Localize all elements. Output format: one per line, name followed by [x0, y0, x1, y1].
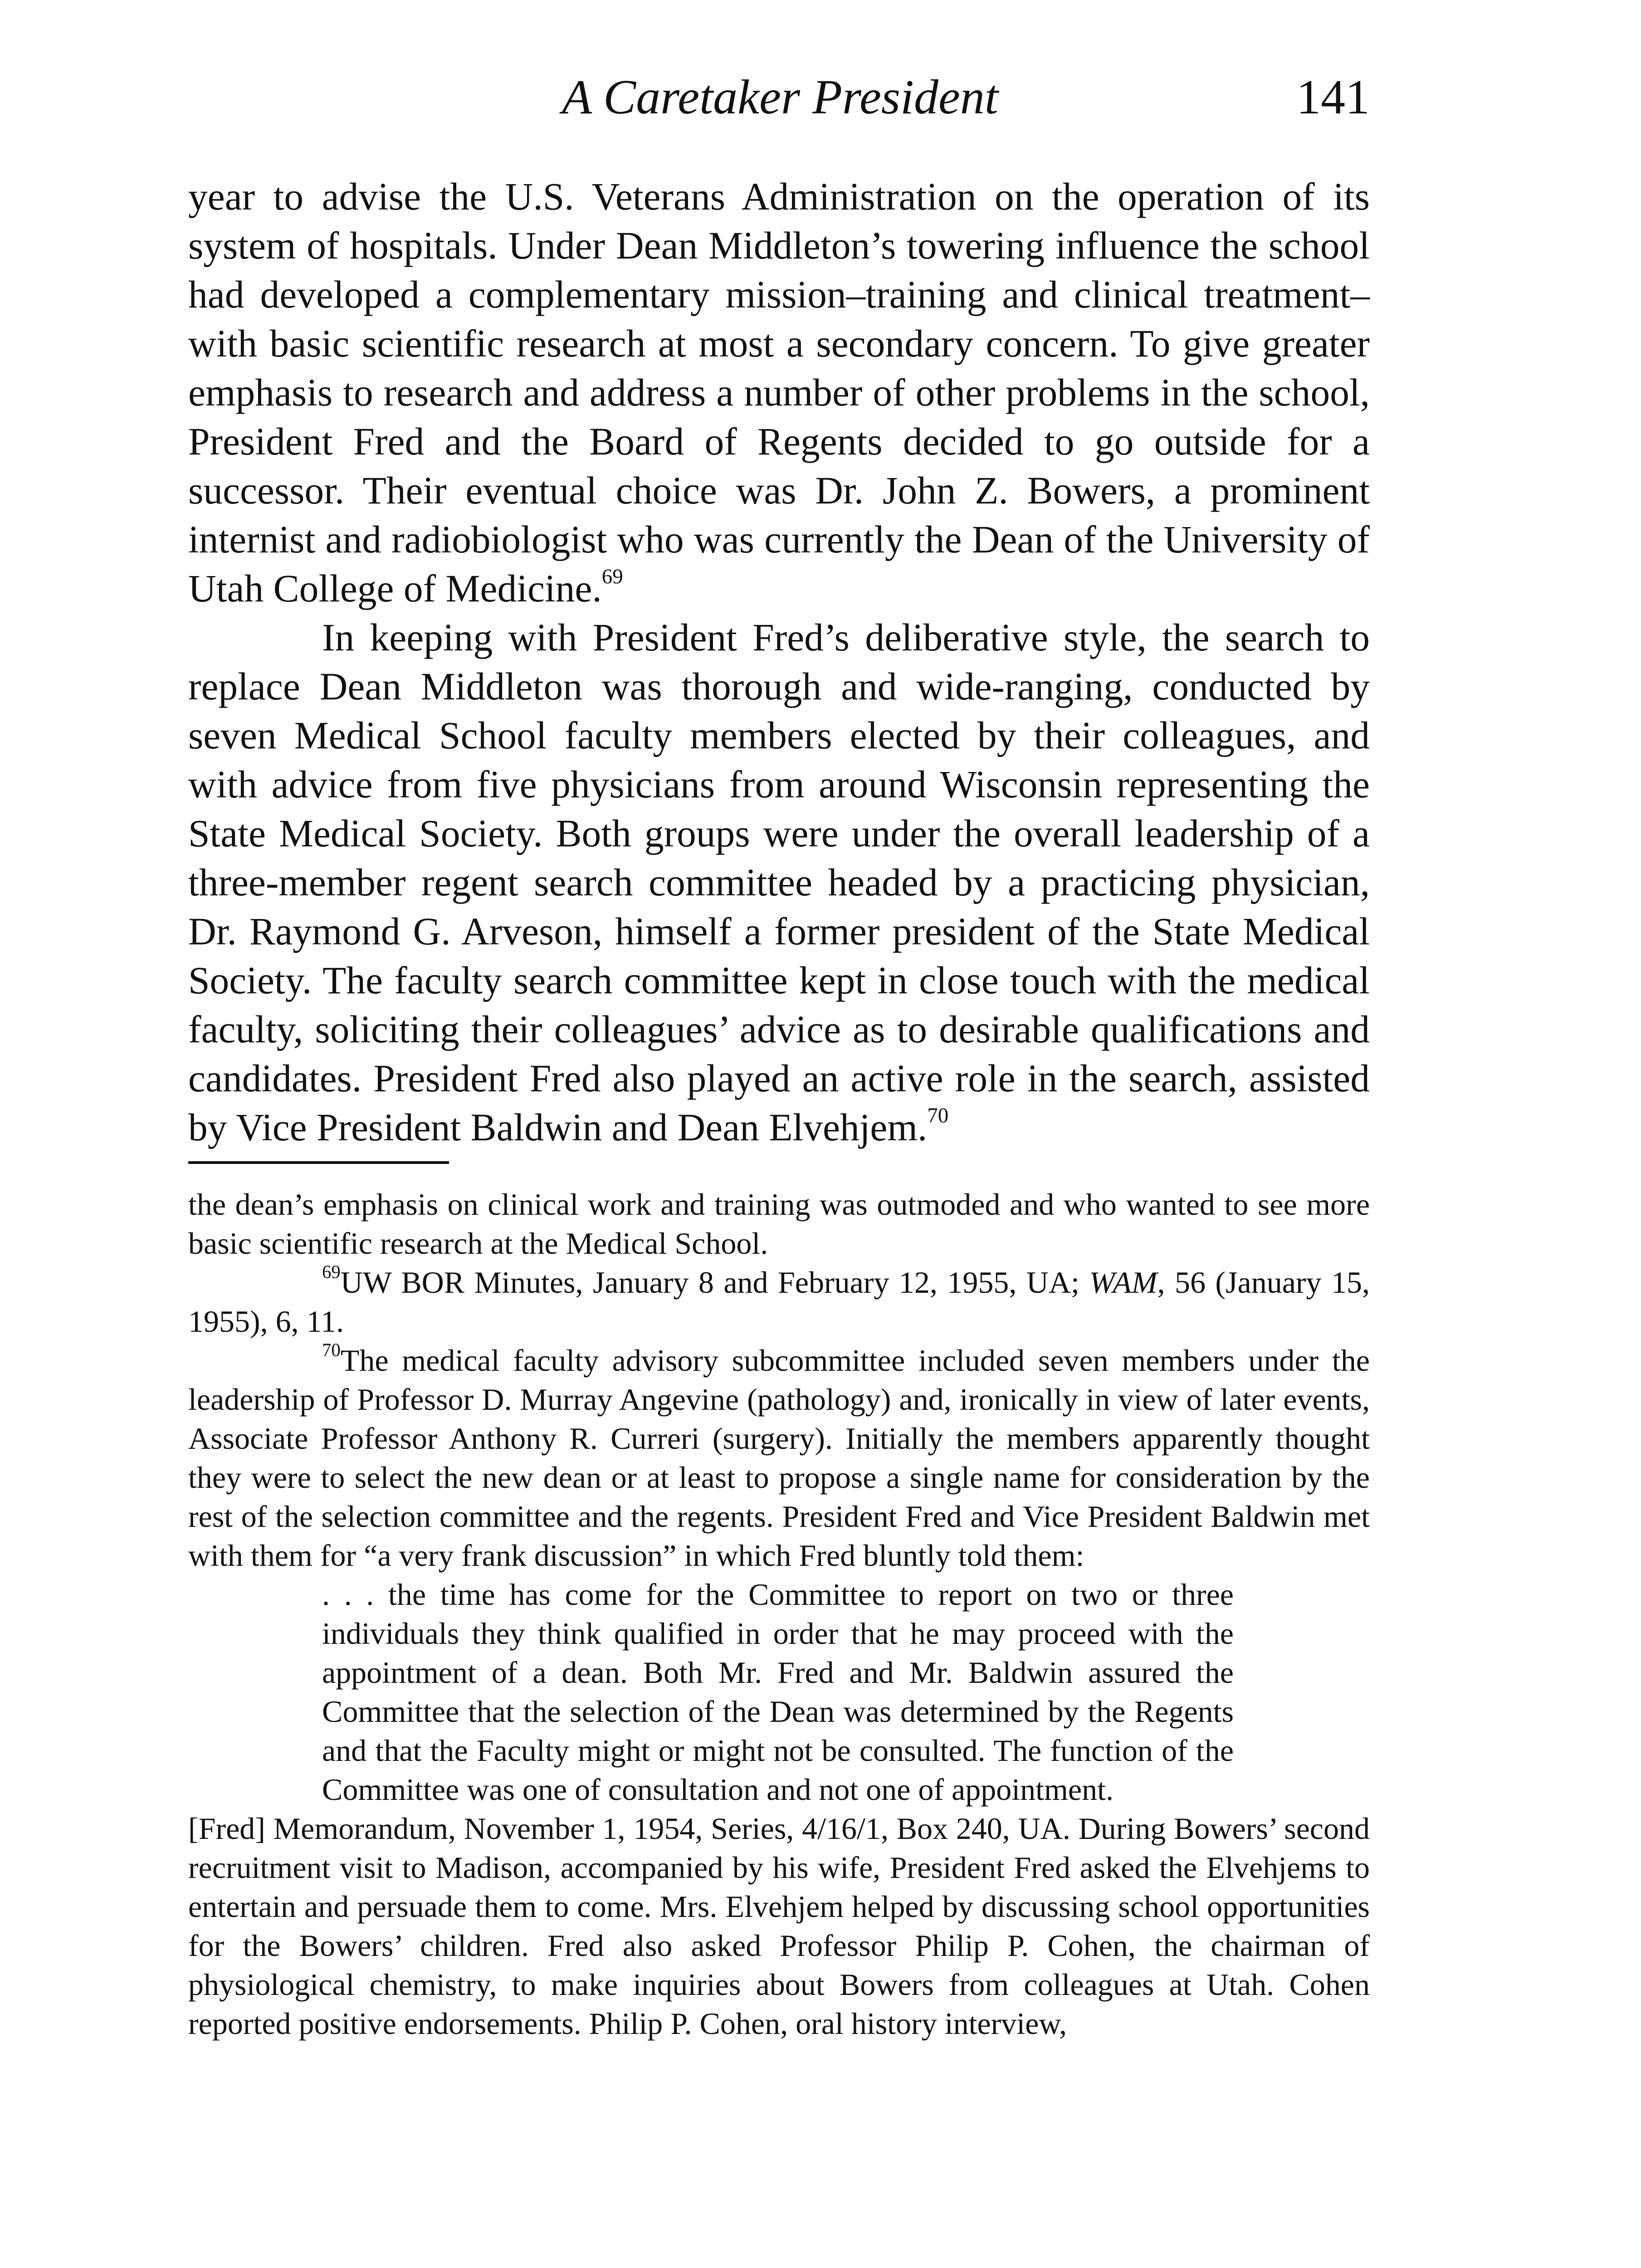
footnote-70-marker: 70 — [322, 1339, 341, 1360]
footnote-ref-69: 69 — [601, 565, 623, 589]
running-head — [190, 68, 1370, 127]
footnote-69 — [188, 1263, 1370, 1341]
footnote-70-text: The medical faculty advisory subcommittee included seven members under the leadership of Professor D. Murray Angevine (pathology) and, ironically in view of later events, Associate Professor Anthony R. Curreri (surgery). Initially the members apparently thought they were to select the new dean or at least to propose a single name for consideration by the rest of the selection committee and the regents. President Fred and Vice President Baldwin met with them for “a very frank discussion” in which Fred bluntly told them: — [188, 1343, 1370, 1573]
footnote-69-marker: 69 — [322, 1261, 341, 1282]
body-paragraph-1 — [188, 172, 1370, 613]
body-paragraph-2 — [188, 613, 1370, 1152]
footnote-separator-rule — [188, 1161, 449, 1164]
footnote-69-journal: WAM — [1089, 1265, 1157, 1300]
footnote-70 — [188, 1341, 1370, 1575]
page-number: 141 — [1296, 70, 1370, 124]
footnote-70-continued: [Fred] Memorandum, November 1, 1954, Series, 4/16/1, Box 240, UA. During Bowers’ second recruitment visit to Madison, accompanied by his wife, President Fred asked the Elvehjems to entertain and persuade them to come. Mrs. Elvehjem helped by discussing school opportunities for the Bowers’ children. Fred also asked Professor Philip P. Cohen, the chairman of physiological chemistry, to make inquiries about Bowers from colleagues at Utah. Cohen reported positive endorsements. Philip P. Cohen, oral history interview, — [188, 1811, 1370, 2041]
body-paragraph-1-text: year to advise the U.S. Veterans Administration on the operation of its system of hospitals. Under Dean Middleton’s towering influence the school had developed a complementary mission–training and clinical treatment–with basic scientific research at most a secondary concern. To give greater emphasis to research and address a number of other problems in the school, President Fred and the Board of Regents decided to go outside for a successor. Their eventual choice was Dr. John Z. Bowers, a prominent internist and radiobiologist who was currently the Dean of the University of Utah College of Medicine. — [188, 176, 1370, 610]
main-text — [188, 172, 1370, 1152]
footnote-ref-70: 70 — [927, 1104, 949, 1128]
footnote-continuation: the dean’s emphasis on clinical work and training was outmoded and who wanted to see more basic scientific research at the Medical School. — [188, 1187, 1370, 1261]
footnote-69-text-a: UW BOR Minutes, January 8 and February 12, 1955, UA; — [340, 1265, 1089, 1300]
footnotes — [188, 1185, 1370, 2043]
body-paragraph-2-text: In keeping with President Fred’s deliberative style, the search to replace Dean Middleton was thorough and wide-ranging, conducted by seven Medical School faculty members elected by their colleagues, and with advice from five physicians from around Wisconsin representing the State Medical Society. Both groups were under the overall leadership of a three-member regent search committee headed by a practicing physician, Dr. Raymond G. Arveson, himself a former president of the State Medical Society. The faculty search committee kept in close touch with the medical faculty, soliciting their colleagues’ advice as to desirable qualifications and candidates. President Fred also played an active role in the search, assisted by Vice President Baldwin and Dean Elvehjem. — [188, 616, 1370, 1149]
running-title: A Caretaker President — [562, 70, 998, 124]
footnote-block-quote: . . . the time has come for the Committee to report on two or three individuals they think qualified in order that he may proceed with the appointment of a dean. Both Mr. Fred and Mr. Baldwin assured the Committee that the selection of the Dean was determined by the Regents and that the Faculty might or might not be consulted. The function of the Committee was one of consultation and not one of appointment. — [322, 1577, 1234, 1807]
footnote-69-text-b: , 56 (January 15, 1955), 6, 11. — [188, 1265, 1370, 1339]
